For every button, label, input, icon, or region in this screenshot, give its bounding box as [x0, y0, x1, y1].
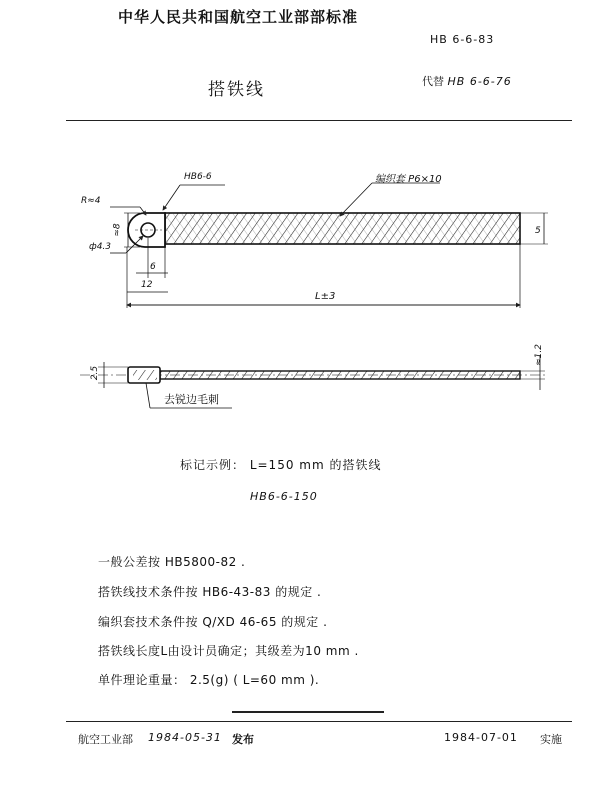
- effective-date: 1984-07-01: [444, 731, 518, 744]
- terminal-thickness-label: 2.5: [90, 365, 101, 381]
- side-strap: [160, 371, 520, 379]
- note-weight: 单件理论重量： 2.5(g) ( L=60 mm ).: [98, 673, 320, 687]
- note-length: 搭铁线长度L由设计员确定；其级差为10 mm .: [98, 644, 359, 658]
- issue-date: 1984-05-31: [148, 731, 222, 744]
- footer-rule: [66, 721, 572, 722]
- technical-drawing: [0, 150, 600, 570]
- issue-label: 发布: [232, 733, 254, 746]
- terminal-ref-label: HB6-6: [184, 172, 212, 182]
- strap-width-label: 5: [535, 226, 541, 236]
- marking-example-code: HB6-6-150: [250, 490, 318, 503]
- replaces-number: HB 6-6-76: [447, 75, 512, 88]
- note-tech-conditions: 搭铁线技术条件按 HB6-43-83 的规定 .: [98, 585, 322, 599]
- top-view: [110, 183, 548, 308]
- width-12-label: 12: [141, 280, 153, 290]
- width-6-label: 6: [150, 262, 156, 272]
- height-label: ≈8: [112, 223, 123, 237]
- replaces-line: [422, 73, 512, 89]
- note-sleeve-conditions: 编织套技术条件按 Q/XD 46-65 的规定 .: [98, 615, 328, 629]
- issuer: 航空工业部: [78, 733, 133, 746]
- sleeve-label: 编织套 P6×10: [375, 174, 442, 185]
- header-rule: [66, 120, 572, 121]
- burr-note-label: 去锐边毛刺: [164, 393, 219, 406]
- note-tolerance: 一般公差按 HB5800-82 .: [98, 555, 246, 569]
- footer-short-rule: [232, 711, 384, 713]
- side-view: [80, 355, 545, 408]
- marking-example: 标记示例： L=150 mm 的搭铁线: [180, 458, 382, 472]
- part-name: 搭铁线: [208, 80, 265, 100]
- effective-label: 实施: [540, 733, 562, 746]
- replaces-label: 代替: [422, 75, 444, 88]
- standard-title: 中华人民共和国航空工业部部标准: [118, 8, 359, 26]
- hole-diameter-label: ф4.3: [89, 242, 112, 252]
- strap-thickness-label: ≈1.2: [533, 344, 544, 366]
- radius-label: R≈4: [81, 196, 101, 206]
- length-label: L±3: [315, 291, 336, 302]
- standard-number: HB 6-6-83: [430, 33, 495, 46]
